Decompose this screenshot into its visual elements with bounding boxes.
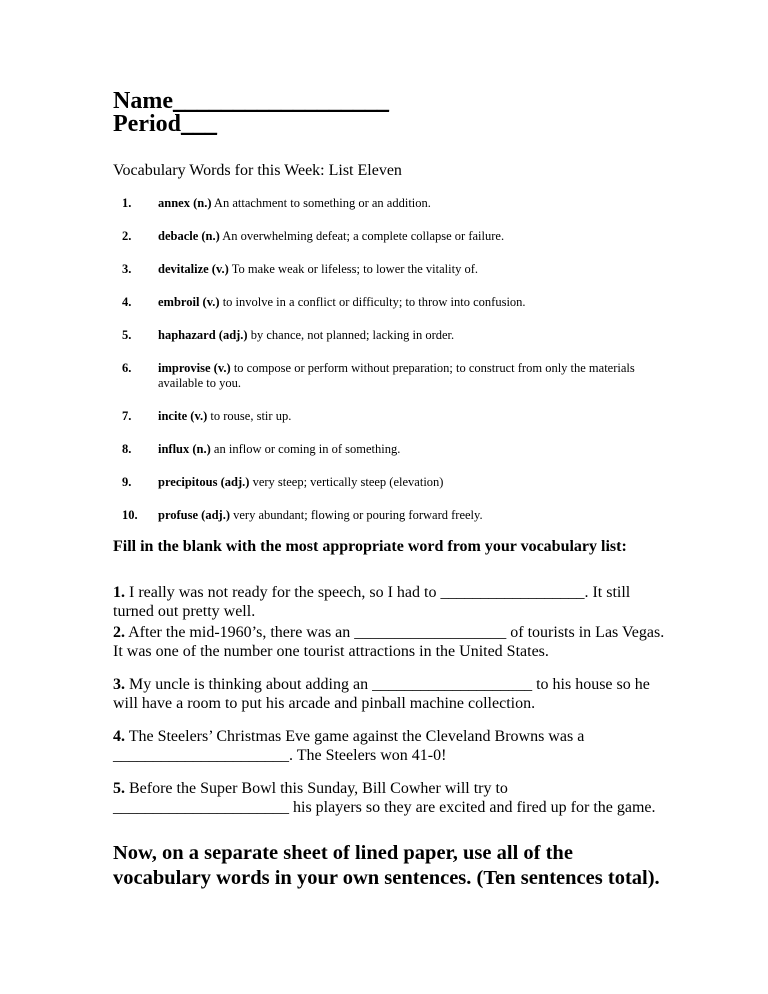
fill-in-heading: Fill in the blank with the most appropriate word from your vocabulary list: [113,538,627,555]
vocab-definition: to rouse, stir up. [207,409,292,423]
vocab-item [122,229,682,244]
vocabulary-list [122,196,682,541]
question-text: of tourists in Las Vegas. It was one of the number one tourist attractions in the United States. [113,624,665,660]
vocab-item [122,361,682,391]
question-1 [113,583,673,621]
vocab-item [122,442,682,457]
vocab-entry [158,262,682,277]
vocab-definition: An attachment to something or an addition. [211,196,431,210]
vocab-definition: To make weak or lifeless; to lower the vitality of. [228,262,479,276]
vocab-term: debacle (n.) [158,229,220,243]
question-number: 2. [113,624,125,641]
question-text: Before the Super Bowl this Sunday, Bill Cowher will try to [125,780,508,797]
question-text: I really was not ready for the speech, so I had to [125,584,441,601]
question-3 [113,675,673,713]
vocab-number: 9. [122,475,132,489]
vocab-item [122,508,682,523]
name-blank: __________________ [172,88,389,114]
vocab-number: 4. [122,295,132,309]
vocab-term: haphazard (adj.) [158,328,248,342]
vocab-entry [158,295,682,310]
vocab-number: 6. [122,361,132,375]
period-line [113,113,389,136]
vocab-term: influx (n.) [158,442,211,456]
question-text: My uncle is thinking about adding an [125,676,373,693]
question-text: After the mid-1960’s, there was an [125,624,355,641]
vocab-item [122,196,682,211]
question-number: 4. [113,728,125,745]
answer-blank: ___________________ [354,624,507,641]
vocab-entry [158,328,682,343]
vocab-item [122,475,682,490]
answer-blank: ____________________ [372,676,533,693]
vocab-term: devitalize (v.) [158,262,229,276]
question-5 [113,779,673,817]
question-text: . The Steelers won 41-0! [289,747,447,764]
vocab-entry [158,508,682,523]
name-line [113,90,389,113]
period-blank: ___ [180,111,217,137]
vocab-term: incite (v.) [158,409,208,423]
vocab-number: 1. [122,196,132,210]
vocab-definition: an inflow or coming in of something. [210,442,401,456]
vocab-term: precipitous (adj.) [158,475,250,489]
vocab-number: 5. [122,328,132,342]
answer-blank: ______________________ [113,747,289,764]
vocab-entry [158,409,682,424]
question-4 [113,727,673,765]
vocab-item [122,295,682,310]
question-text: his players so they are excited and fired up for the game. [289,799,656,816]
vocab-definition: to involve in a conflict or difficulty; to throw into confusion. [219,295,526,309]
vocab-definition: An overwhelming defeat; a complete collapse or failure. [219,229,505,243]
vocab-entry [158,475,682,490]
vocab-number: 7. [122,409,132,423]
vocab-entry [158,442,682,457]
vocab-item [122,262,682,277]
vocab-entry [158,361,682,391]
vocab-number: 3. [122,262,132,276]
question-number: 3. [113,676,125,693]
vocab-number: 8. [122,442,132,456]
vocab-number: 2. [122,229,132,243]
vocab-definition: very abundant; flowing or pouring forward freely. [230,508,483,522]
vocab-definition: very steep; vertically steep (elevation) [249,475,444,489]
question-text: The Steelers’ Christmas Eve game against the Cleveland Browns was a [125,728,585,745]
name-label: Name [113,88,173,114]
vocab-term: profuse (adj.) [158,508,230,522]
vocab-term: annex (n.) [158,196,212,210]
vocab-term: embroil (v.) [158,295,220,309]
final-instruction: Now, on a separate sheet of lined paper, use all of the vocabulary words in your own sentences. (Ten sentences total). [113,842,660,889]
vocabulary-intro: Vocabulary Words for this Week: List Eleven [113,162,402,179]
question-number: 5. [113,780,125,797]
vocab-entry [158,196,682,211]
vocab-item [122,328,682,343]
answer-blank: __________________ [440,584,585,601]
question-2 [113,623,673,661]
question-text: . It still turned out pretty well. [113,584,631,620]
question-number: 1. [113,584,125,601]
period-label: Period [113,111,181,137]
vocab-number: 10. [122,508,138,522]
vocab-term: improvise (v.) [158,361,231,375]
vocab-definition: by chance, not planned; lacking in order. [247,328,455,342]
vocab-item [122,409,682,424]
answer-blank: ______________________ [113,799,289,816]
vocab-entry [158,229,682,244]
name-period-header [113,90,389,136]
question-text: to his house so he will have a room to put his arcade and pinball machine collection. [113,676,650,712]
vocab-definition: to compose or perform without preparation; to construct from only the materials available to you. [158,361,635,390]
